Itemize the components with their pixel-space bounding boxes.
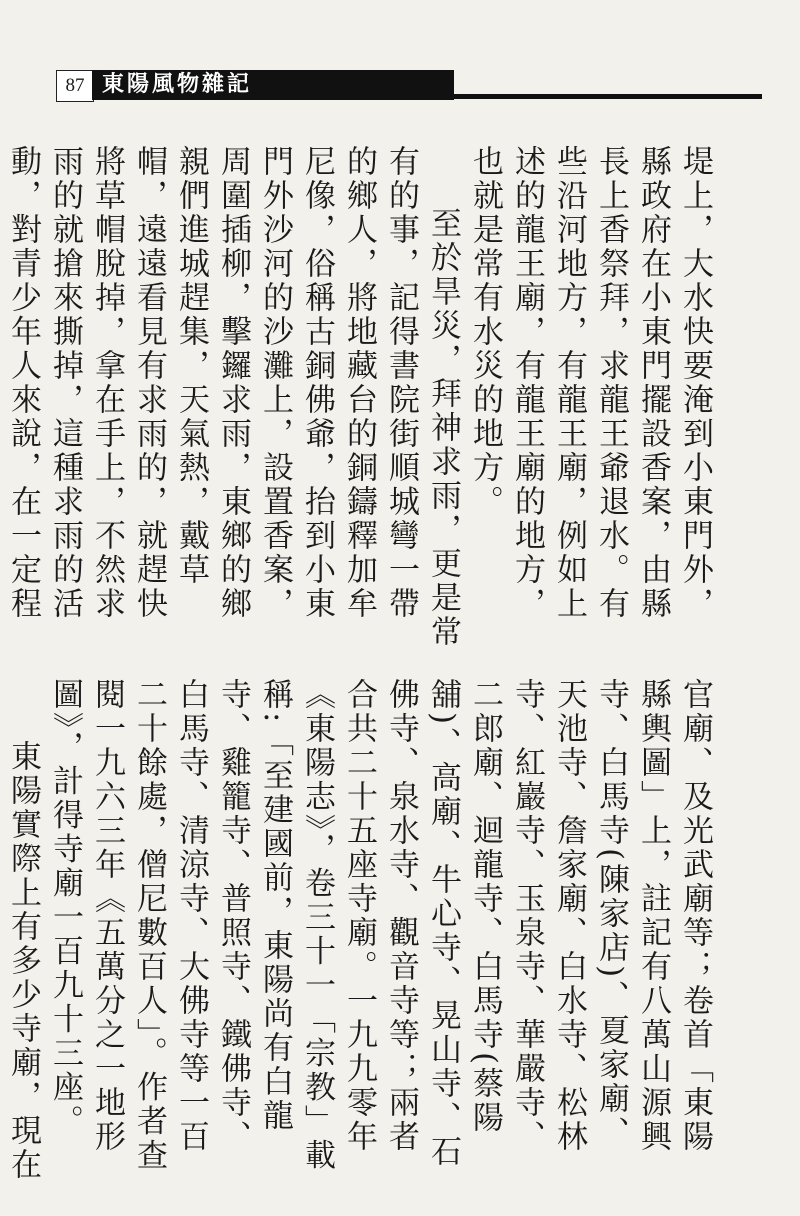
paragraph-temple-estimate: 東陽實際上有多少寺廟，現在	[5, 740, 41, 1182]
paragraph-flood: 堤上，大水快要淹到小東門外，縣政府在小東門擺設香案，由縣長上香祭拜，求龍王爺退水。有些沿河地方，有龍王廟，例如上述的龍王廟，有龍王廟的地方，也就是常有水災的地方。	[467, 145, 713, 621]
book-title: 東陽風物雜記	[92, 70, 454, 100]
upper-text-block	[5, 145, 716, 650]
page-header	[0, 0, 800, 110]
page-number: 87	[56, 70, 94, 102]
lower-text-block	[5, 678, 716, 1183]
paragraph-drought: 至於旱災，拜神求雨，更是常有的事，記得書院街順城彎一帶的鄉人，將地藏台的銅鑄釋加牟尼像，俗稱古銅佛爺，抬到小東門外沙河的沙灘上，設置香案，周圍插柳，擊鑼求雨，東鄉的鄉親們進城趕集，天氣熱，戴草帽，遠遠看見有求雨的，就趕快將草帽脫掉，拿在手上，不然求雨的就搶來撕掉，這種求雨的活動，對青少年人來說，在一定程	[5, 145, 461, 649]
paragraph-temple-list: 官廟、及光武廟等；卷首「東陽縣輿圖」上，註記有八萬山源興寺、白馬寺(陳家店)、夏家廟、天池寺、詹家廟、白水寺、松林寺、紅巖寺、玉泉寺、華嚴寺、二郎廟、迴龍寺、白馬寺(蔡陽舖)、高廟、牛心寺、晃山寺、石佛寺、泉水寺、觀音寺等；兩者合共二十五座寺廟。一九九零年《東陽志》，卷三十一「宗教」載稱:「至建國前，東陽尚有白龍寺、雞籠寺、普照寺、鐵佛寺、白馬寺、清涼寺、大佛寺等一百二十餘處，僧尼數百人」。作者查閱一九六三年《五萬分之一地形圖》，計得寺廟一百九十三座。	[47, 678, 713, 1173]
header-rule	[454, 94, 762, 99]
